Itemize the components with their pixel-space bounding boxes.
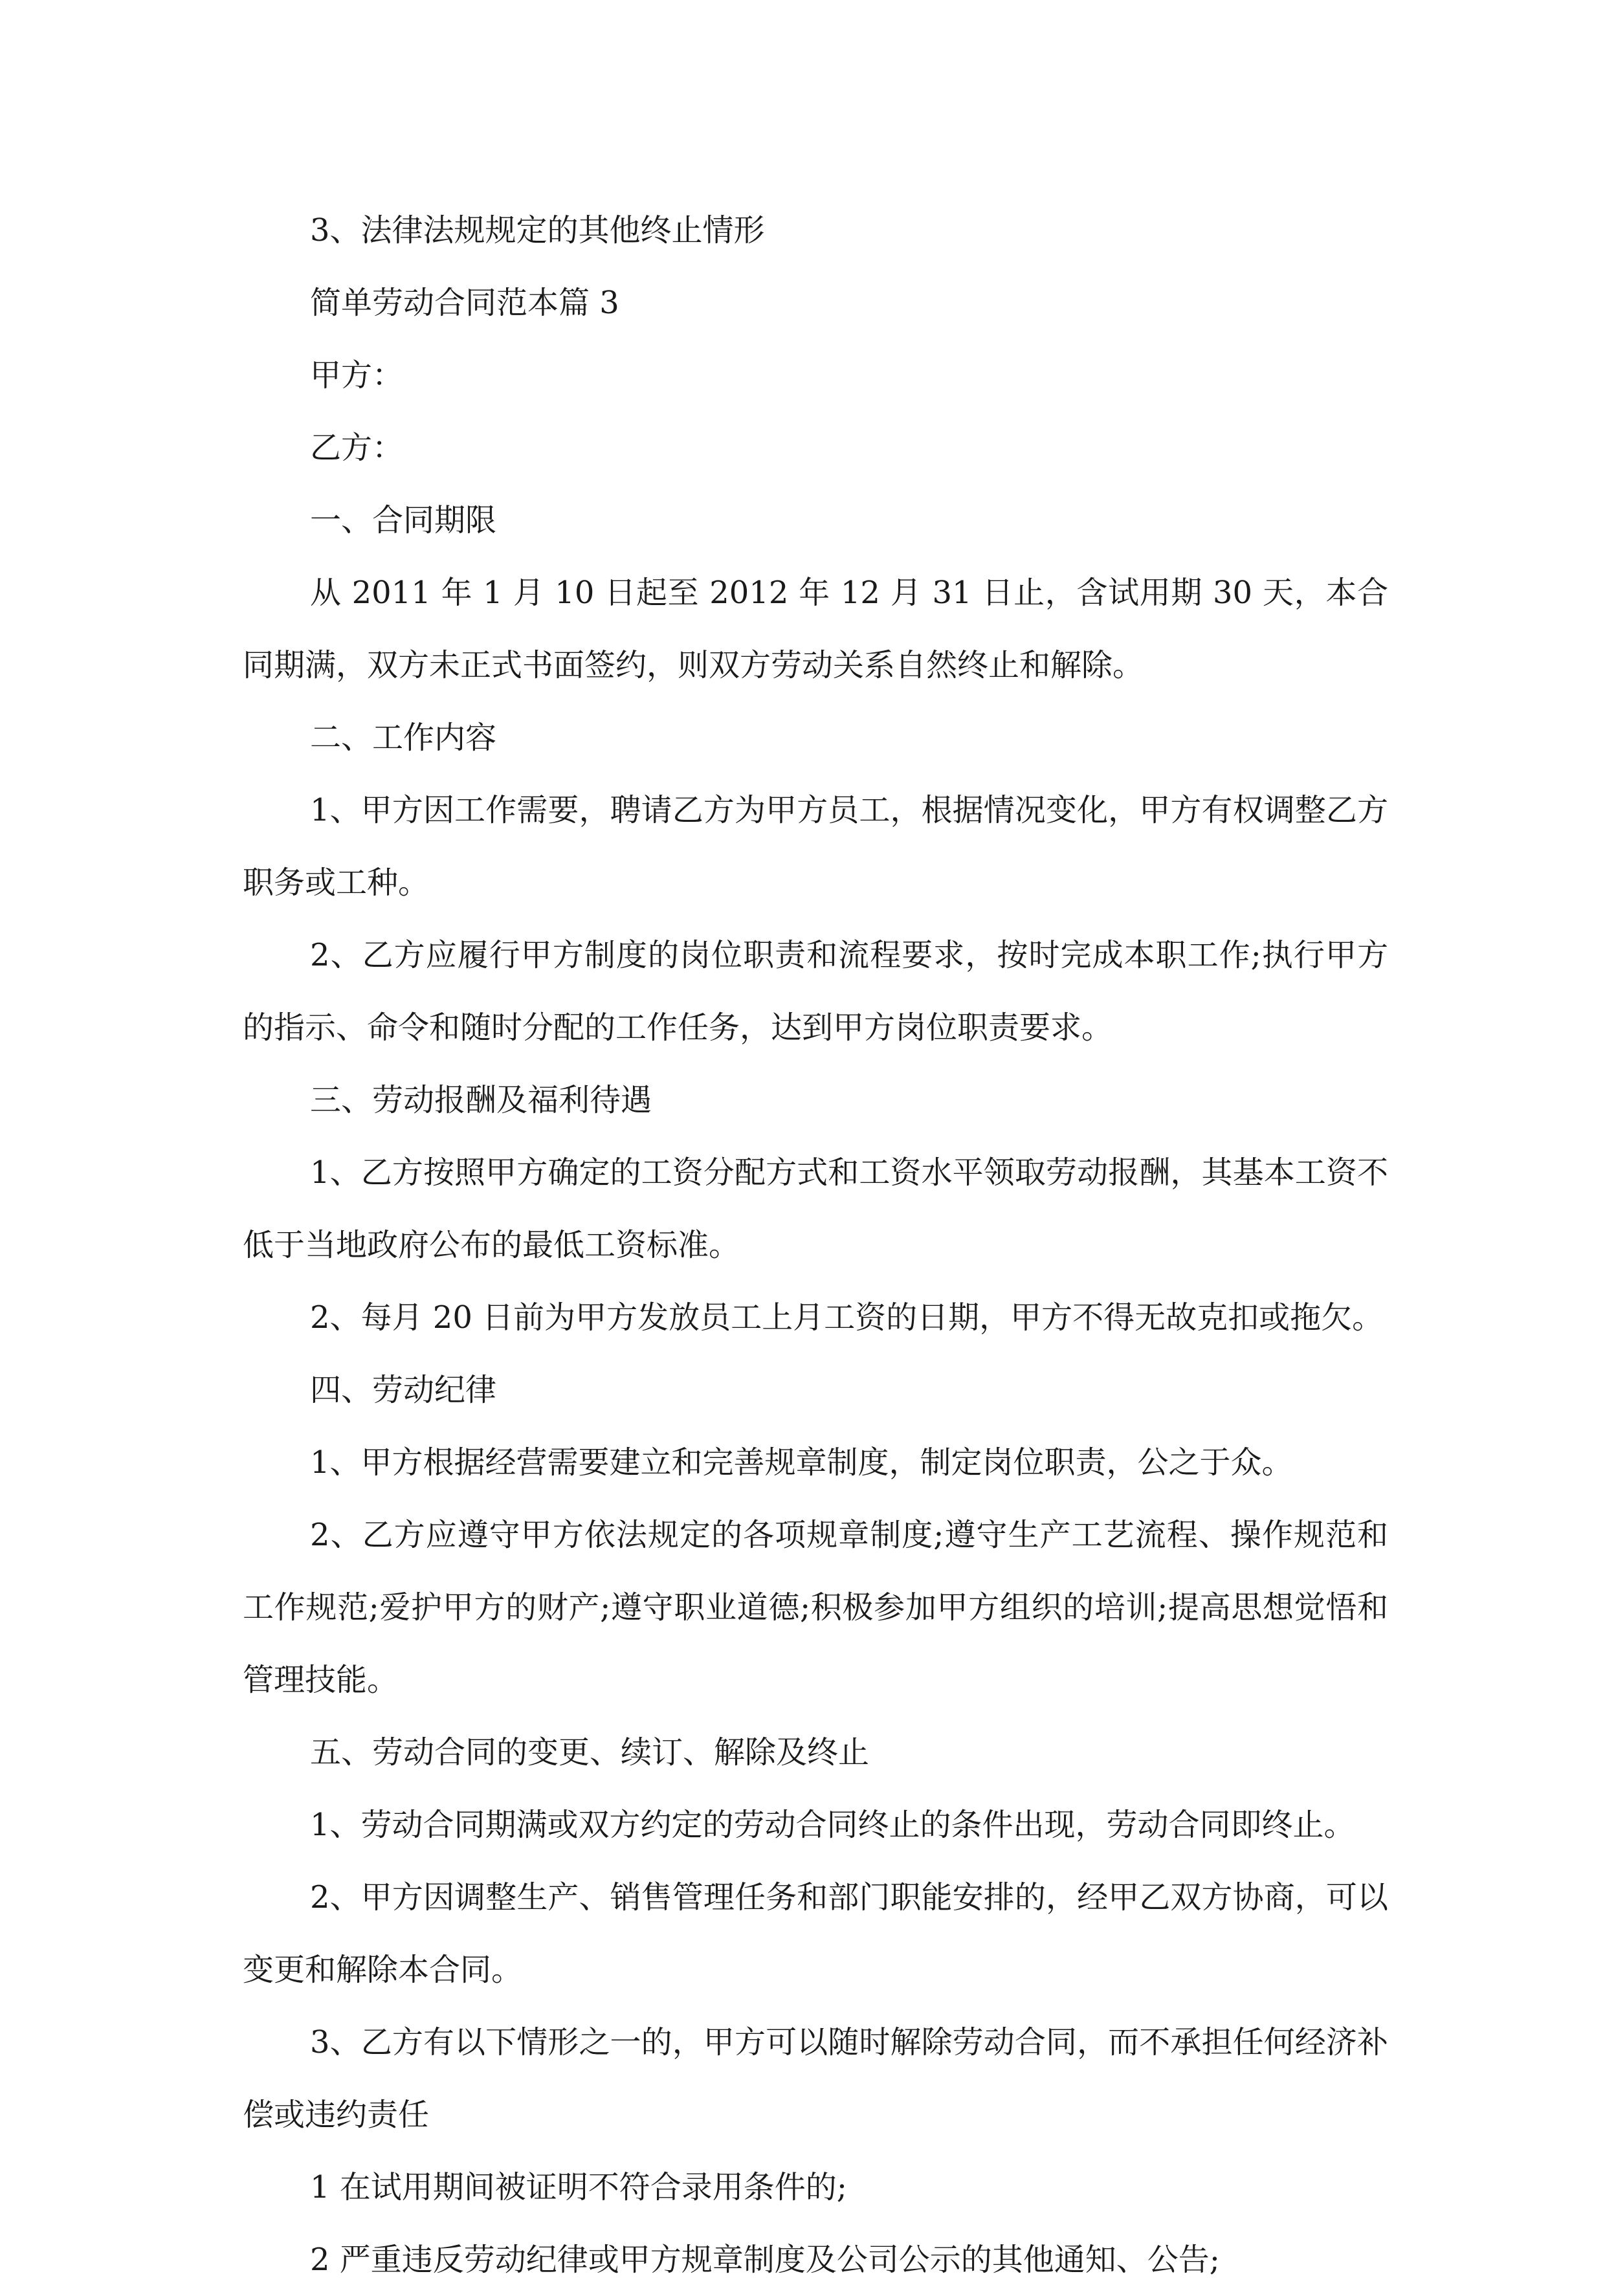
section-heading-change: 五、劳动合同的变更、续订、解除及终止 [310,1734,870,1771]
section-heading-work: 二、工作内容 [310,720,497,756]
discipline-clause-2: 2、乙方应遵守甲方依法规定的各项规章制度;遵守生产工艺流程、操作规范和工作规范;爱护甲方的财产;遵守职业道德;积极参加甲方组织的培训;提高思想觉悟和管理技能。 [243,1517,1388,1698]
section-heading-discipline: 四、劳动纪律 [310,1372,497,1408]
pay-clause-1: 1、乙方按照甲方确定的工资分配方式和工资水平领取劳动报酬，其基本工资不低于当地政府公布的最低工资标准。 [243,1154,1388,1263]
term-paragraph: 从 2011 年 1 月 10 日起至 2012 年 12 月 31 日止，含试用期 30 天，本合同期满，双方未正式书面签约，则双方劳动关系自然终止和解除。 [243,575,1388,683]
contract-title: 简单劳动合同范本篇 3 [310,285,619,321]
clause-other-termination: 3、法律法规规定的其他终止情形 [310,212,765,248]
party-b-line: 乙方： [310,430,404,466]
condition-item-2: 2 严重违反劳动纪律或甲方规章制度及公司公示的其他通知、公告; [310,2242,1220,2278]
pay-clause-2: 2、每月 20 日前为甲方发放员工上月工资的日期，甲方不得无故克扣或拖欠。 [310,1299,1384,1336]
section-heading-term: 一、合同期限 [310,502,497,538]
section-heading-pay: 三、劳动报酬及福利待遇 [310,1082,652,1118]
change-clause-3: 3、乙方有以下情形之一的，甲方可以随时解除劳动合同，而不承担任何经济补偿或违约责任 [243,2024,1388,2133]
party-a-line: 甲方： [310,357,404,393]
work-clause-1: 1、甲方因工作需要，聘请乙方为甲方员工，根据情况变化，甲方有权调整乙方职务或工种。 [243,792,1388,901]
change-clause-1: 1、劳动合同期满或双方约定的劳动合同终止的条件出现，劳动合同即终止。 [310,1807,1355,1843]
condition-item-1: 1 在试用期间被证明不符合录用条件的; [310,2169,847,2205]
work-clause-2: 2、乙方应履行甲方制度的岗位职责和流程要求，按时完成本职工作;执行甲方的指示、命令和随时分配的工作任务，达到甲方岗位职责要求。 [243,937,1388,1046]
document-body [243,194,1388,2296]
change-clause-2: 2、甲方因调整生产、销售管理任务和部门职能安排的，经甲乙双方协商，可以变更和解除本合同。 [243,1879,1388,1988]
discipline-clause-1: 1、甲方根据经营需要建立和完善规章制度，制定岗位职责，公之于众。 [310,1444,1293,1481]
